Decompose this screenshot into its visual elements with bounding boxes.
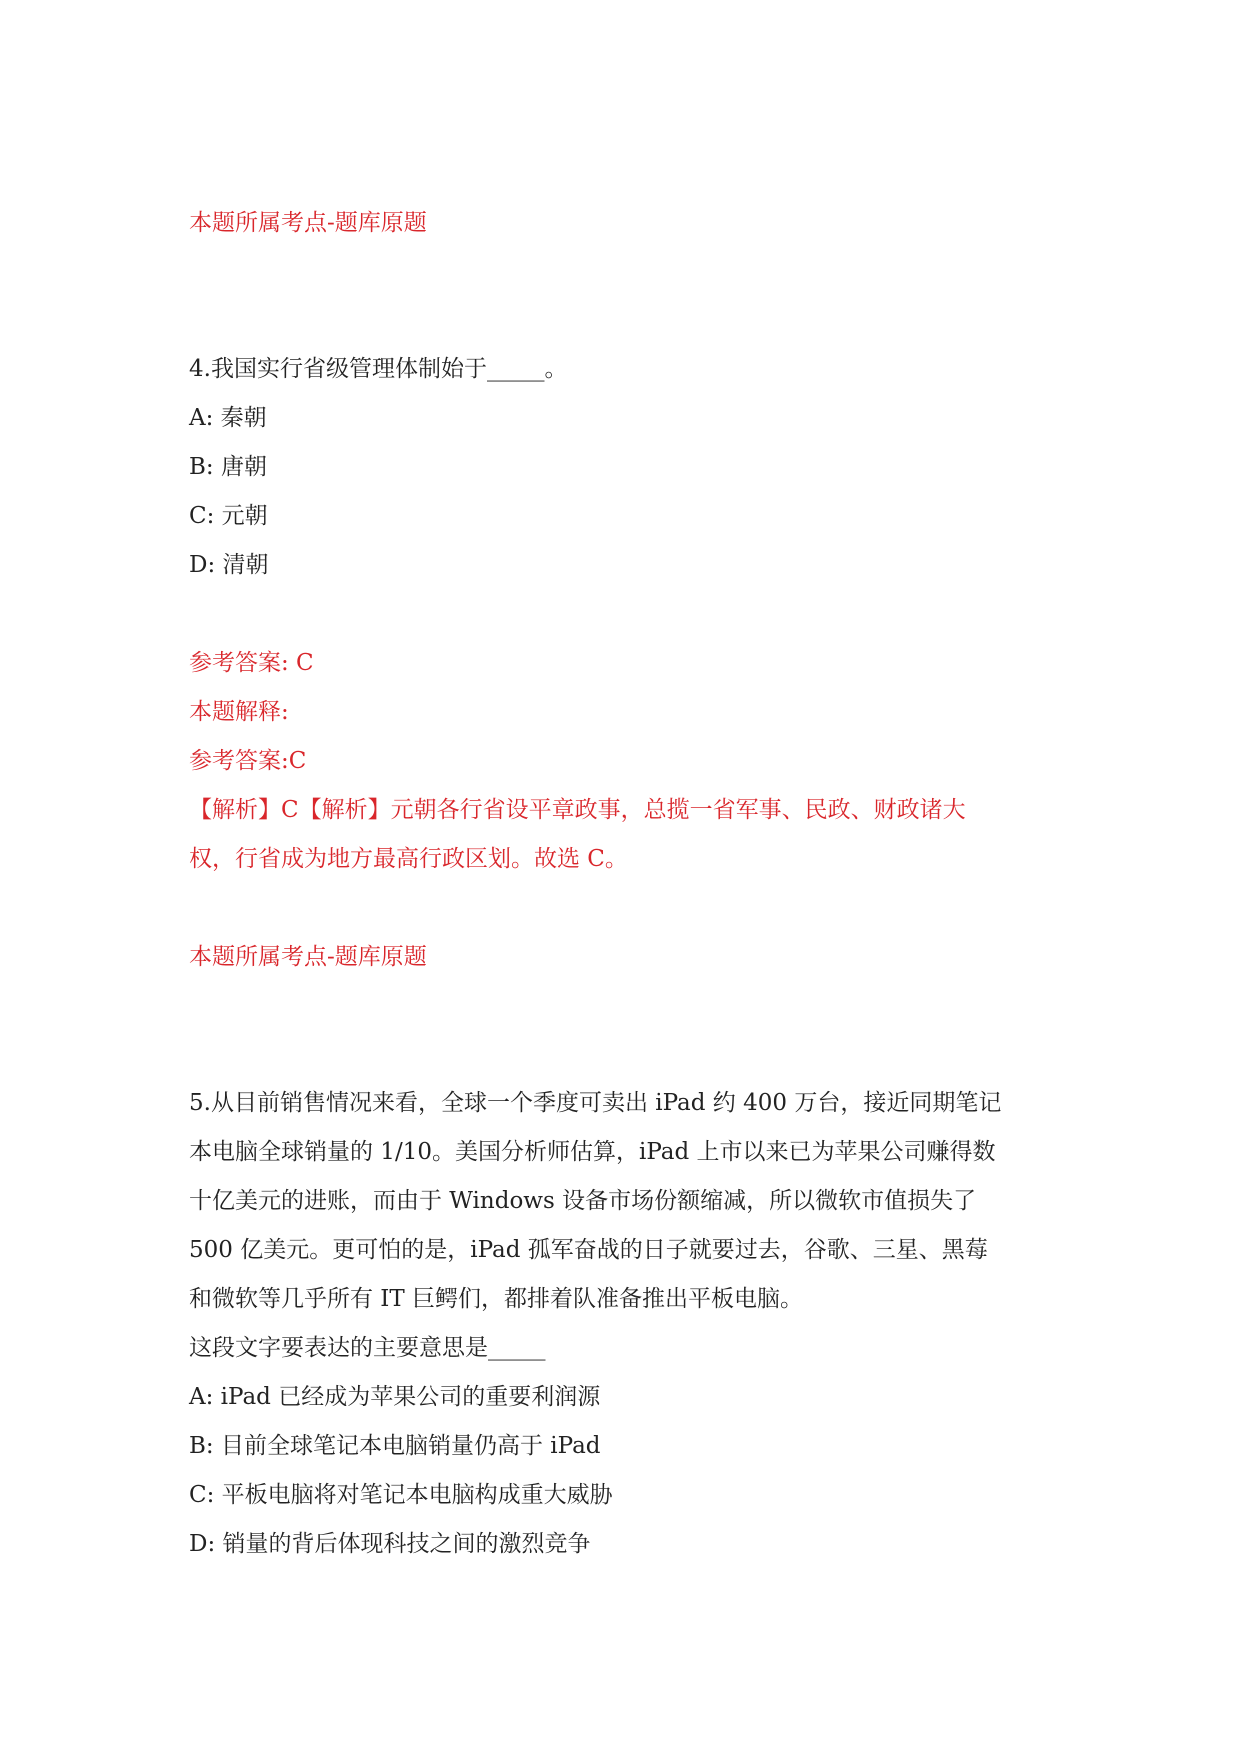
q5-option-c: C: 平板电脑将对笔记本电脑构成重大威胁 [189, 1482, 613, 1508]
topic-label-1: 本题所属考点-题库原题 [189, 210, 427, 236]
q5-stem-line-1: 5.从目前销售情况来看，全球一个季度可卖出 iPad 约 400 万台，接近同期笔记 [189, 1090, 1002, 1116]
q5-option-b: B: 目前全球笔记本电脑销量仍高于 iPad [189, 1433, 601, 1459]
q4-analysis-line-1: 【解析】C【解析】元朝各行省设平章政事，总揽一省军事、民政、财政诸大 [189, 797, 966, 823]
q4-option-a: A: 秦朝 [189, 405, 267, 431]
q4-option-b: B: 唐朝 [189, 454, 267, 480]
q4-stem: 4.我国实行省级管理体制始于_____。 [189, 356, 568, 382]
q4-option-d: D: 清朝 [189, 552, 269, 578]
q5-option-d: D: 销量的背后体现科技之间的激烈竞争 [189, 1531, 591, 1557]
q5-stem-line-4: 500 亿美元。更可怕的是，iPad 孤军奋战的日子就要过去，谷歌、三星、黑莓 [189, 1237, 988, 1263]
q4-answer-repeat: 参考答案:C [189, 748, 307, 774]
q5-question: 这段文字要表达的主要意思是_____ [189, 1335, 546, 1361]
q5-option-a: A: iPad 已经成为苹果公司的重要利润源 [189, 1384, 601, 1410]
q4-analysis-line-2: 权，行省成为地方最高行政区划。故选 C。 [189, 846, 628, 872]
q4-explanation-heading: 本题解释: [189, 699, 289, 725]
topic-label-2: 本题所属考点-题库原题 [189, 944, 427, 970]
q5-stem-line-2: 本电脑全球销量的 1/10。美国分析师估算，iPad 上市以来已为苹果公司赚得数 [189, 1139, 996, 1165]
q4-answer: 参考答案: C [189, 650, 314, 676]
q4-option-c: C: 元朝 [189, 503, 268, 529]
q5-stem-line-5: 和微软等几乎所有 IT 巨鳄们，都排着队准备推出平板电脑。 [189, 1286, 804, 1312]
q5-stem-line-3: 十亿美元的进账，而由于 Windows 设备市场份额缩减，所以微软市值损失了 [189, 1188, 977, 1214]
